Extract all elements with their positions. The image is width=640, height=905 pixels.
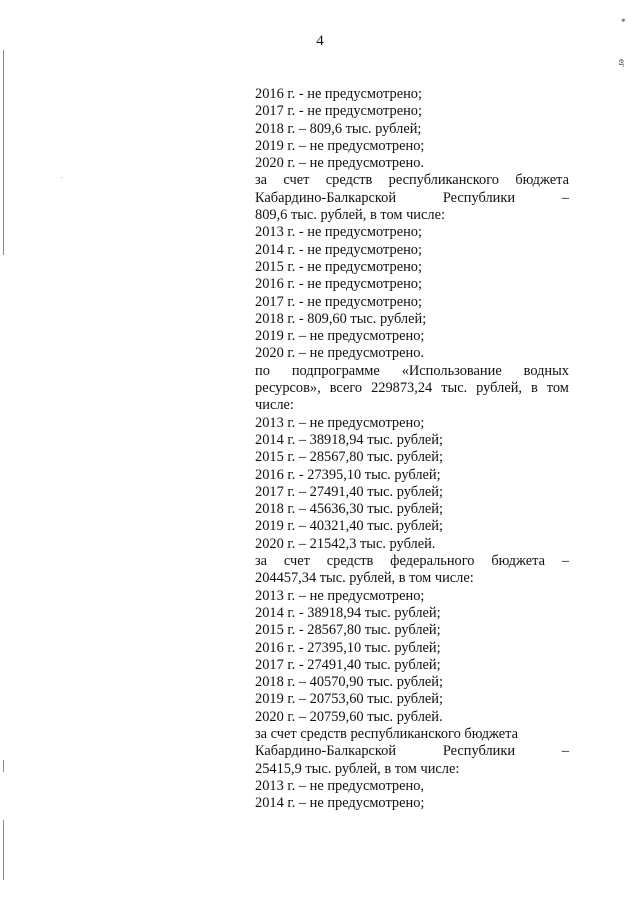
- text-line: за счет средств республиканского бюджета: [255, 725, 519, 742]
- text-line: 2020 г. – не предусмотрено.: [255, 345, 424, 362]
- text-word: федерального: [390, 553, 475, 570]
- text-line: [255, 743, 569, 760]
- text-word: –: [561, 743, 569, 760]
- text-word: Кабардино-Балкарской: [255, 189, 397, 206]
- text-line: 2013 г. - не предусмотрено;: [255, 224, 422, 241]
- text-line: 2018 г. – 40570,90 тыс. рублей;: [255, 674, 443, 691]
- text-line: 2018 г. - 809,60 тыс. рублей;: [255, 310, 427, 327]
- text-line: 2014 г. - не предусмотрено;: [255, 241, 422, 258]
- text-word: средств: [325, 172, 373, 189]
- text-word: тыс.: [441, 380, 468, 397]
- text-line: 2019 г. – 20753,60 тыс. рублей;: [255, 691, 443, 708]
- scan-mark: ег: [616, 59, 627, 67]
- text-line: 2019 г. – 40321,40 тыс. рублей;: [255, 518, 443, 535]
- text-line: [255, 172, 569, 189]
- scan-edge-line: [3, 50, 4, 255]
- text-line: 2014 г. – не предусмотрено;: [255, 795, 425, 812]
- text-word: бюджета: [515, 172, 569, 189]
- text-word: за: [255, 172, 268, 189]
- text-word: рублей,: [476, 380, 523, 397]
- text-line: 809,6 тыс. рублей, в том числе:: [255, 207, 445, 224]
- text-line: 2017 г. - 27491,40 тыс. рублей;: [255, 656, 441, 673]
- text-line: 2013 г. – не предусмотрено;: [255, 414, 425, 431]
- text-line: [255, 363, 569, 380]
- text-word: «Использование: [401, 362, 502, 379]
- text-word: бюджета: [491, 553, 545, 570]
- text-word: по: [255, 362, 270, 379]
- text-line: 2018 г. – 809,6 тыс. рублей;: [255, 120, 422, 137]
- text-word: том: [546, 380, 569, 397]
- text-word: ресурсов»,: [255, 380, 321, 397]
- text-word: счет: [283, 172, 310, 189]
- text-word: республиканского: [388, 172, 499, 189]
- text-word: подпрограмме: [291, 362, 380, 379]
- text-word: Кабардино-Балкарской: [255, 743, 397, 760]
- text-line: [255, 190, 569, 207]
- text-word: счет: [283, 553, 310, 570]
- scan-mark: .: [61, 174, 63, 180]
- scan-edge-line: [3, 820, 4, 880]
- document-body: [255, 86, 569, 812]
- text-line: 2015 г. - 28567,80 тыс. рублей;: [255, 622, 441, 639]
- text-line: [255, 553, 569, 570]
- text-line: 2019 г. – не предусмотрено;: [255, 137, 425, 154]
- text-word: водных: [523, 362, 569, 379]
- text-line: 2016 г. - 27395,10 тыс. рублей;: [255, 466, 441, 483]
- text-word: 229873,24: [371, 380, 433, 397]
- text-line: числе:: [255, 397, 294, 414]
- text-line: 2016 г. - не предусмотрено;: [255, 86, 422, 102]
- text-line: 204457,34 тыс. рублей, в том числе:: [255, 570, 474, 587]
- text-word: средств: [326, 553, 374, 570]
- text-line: 2015 г. - не предусмотрено;: [255, 258, 422, 275]
- text-line: 2013 г. – не предусмотрено;: [255, 587, 425, 604]
- text-line: 2017 г. - не предусмотрено;: [255, 103, 422, 120]
- text-line: 2016 г. - не предусмотрено;: [255, 276, 422, 293]
- text-line: 2014 г. - 38918,94 тыс. рублей;: [255, 604, 441, 621]
- text-line: 2017 г. – 27491,40 тыс. рублей;: [255, 483, 443, 500]
- text-line: 2020 г. – 20759,60 тыс. рублей.: [255, 708, 443, 725]
- scan-edge-line: [3, 760, 4, 772]
- text-word: Республики: [442, 743, 516, 760]
- text-line: 2015 г. – 28567,80 тыс. рублей;: [255, 449, 443, 466]
- text-line: 2020 г. – не предусмотрено.: [255, 155, 424, 172]
- text-word: за: [255, 553, 268, 570]
- text-word: в: [531, 380, 538, 397]
- text-word: всего: [329, 380, 363, 397]
- text-line: 2019 г. – не предусмотрено;: [255, 328, 425, 345]
- text-line: [255, 380, 569, 397]
- text-line: 2017 г. - не предусмотрено;: [255, 293, 422, 310]
- text-line: 2014 г. – 38918,94 тыс. рублей;: [255, 431, 443, 448]
- text-word: –: [561, 189, 569, 206]
- text-line: 2016 г. - 27395,10 тыс. рублей;: [255, 639, 441, 656]
- page-number: 4: [316, 33, 324, 49]
- scan-mark: *: [621, 17, 626, 27]
- text-line: 2020 г. – 21542,3 тыс. рублей.: [255, 535, 436, 552]
- text-line: 25415,9 тыс. рублей, в том числе:: [255, 760, 460, 777]
- text-line: 2013 г. – не предусмотрено,: [255, 777, 424, 794]
- text-word: –: [561, 553, 569, 570]
- text-line: 2018 г. – 45636,30 тыс. рублей;: [255, 501, 443, 518]
- text-word: Республики: [442, 189, 516, 206]
